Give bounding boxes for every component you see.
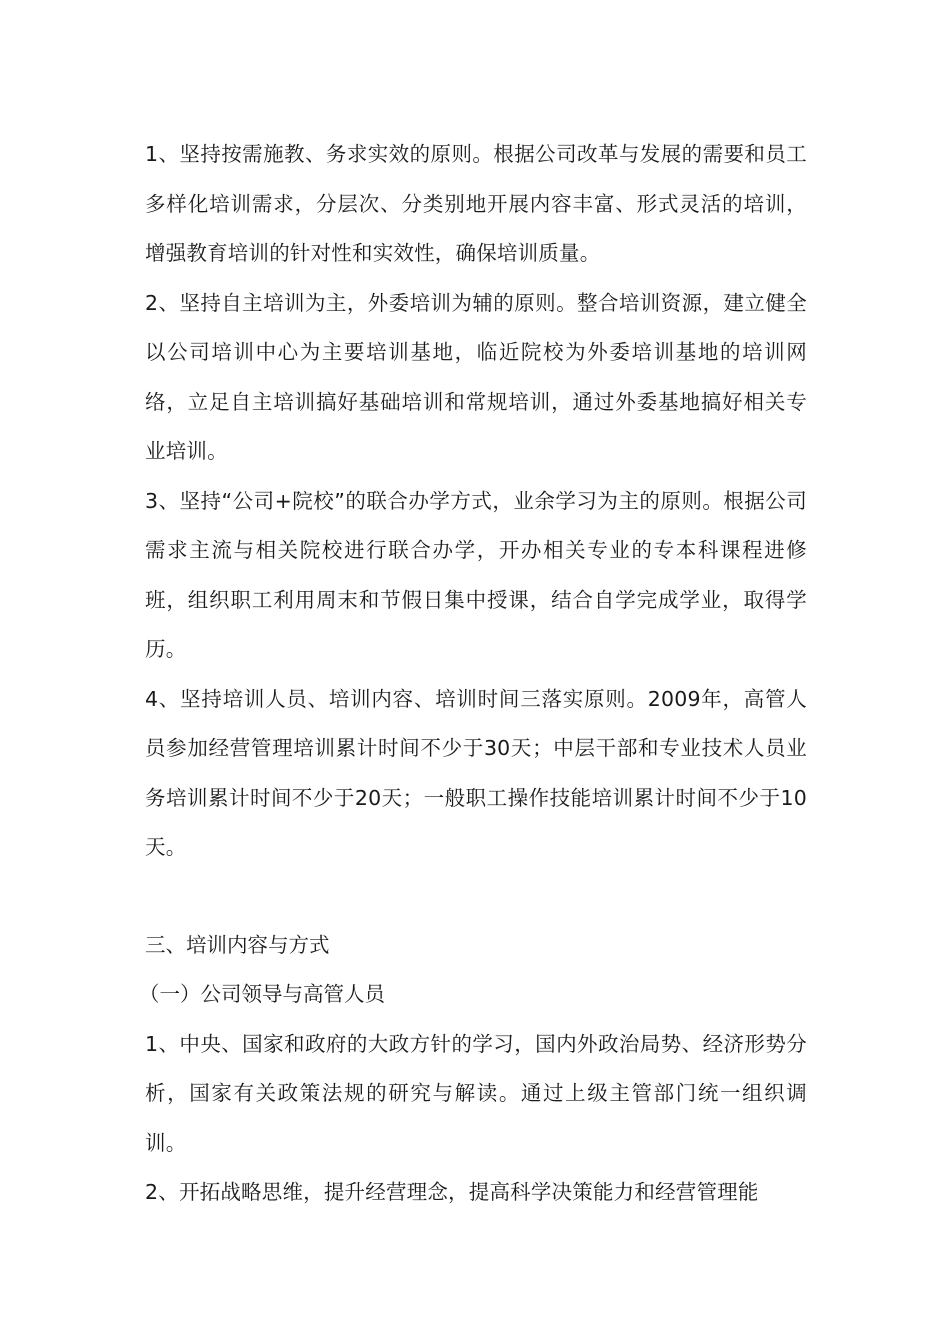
content-paragraph-1: 1、中央、国家和政府的大政方针的学习，国内外政治局势、经济形势分析，国家有关政策法规的研究与解读。通过上级主管部门统一组织调训。 — [145, 1031, 807, 1155]
content-paragraph-2: 2、开拓战略思维，提升经营理念，提高科学决策能力和经营管理能 — [145, 1180, 759, 1204]
section-heading: 三、培训内容与方式 — [145, 932, 330, 957]
principle-paragraph-2: 2、坚持自主培训为主，外委培训为辅的原则。整合培训资源，建立健全以公司培训中心为主要培训基地，临近院校为外委培训基地的培训网络，立足自主培训搞好基础培训和常规培训，通过外委基地搞好相关专业培训。 — [145, 290, 807, 463]
principle-paragraph-4: 4、坚持培训人员、培训内容、培训时间三落实原则。2009年，高管人员参加经营管理培训累计时间不少于30天；中层干部和专业技术人员业务培训累计时间不少于20天；一般职工操作技能培训累计时间不少于10天。 — [145, 686, 807, 859]
principle-paragraph-3: 3、坚持“公司+院校”的联合办学方式，业余学习为主的原则。根据公司需求主流与相关院校进行联合办学，开办相关专业的专本科课程进修班，组织职工利用周末和节假日集中授课，结合自学完成学业，取得学历。 — [145, 488, 807, 661]
subsection-heading: （一）公司领导与高管人员 — [139, 982, 385, 1006]
section-spacer — [145, 873, 807, 921]
principle-paragraph-1: 1、坚持按需施教、务求实效的原则。根据公司改革与发展的需要和员工多样化培训需求，分层次、分类别地开展内容丰富、形式灵活的培训，增强教育培训的针对性和实效性，确保培训质量。 — [145, 142, 807, 265]
document-body — [139, 130, 807, 1218]
